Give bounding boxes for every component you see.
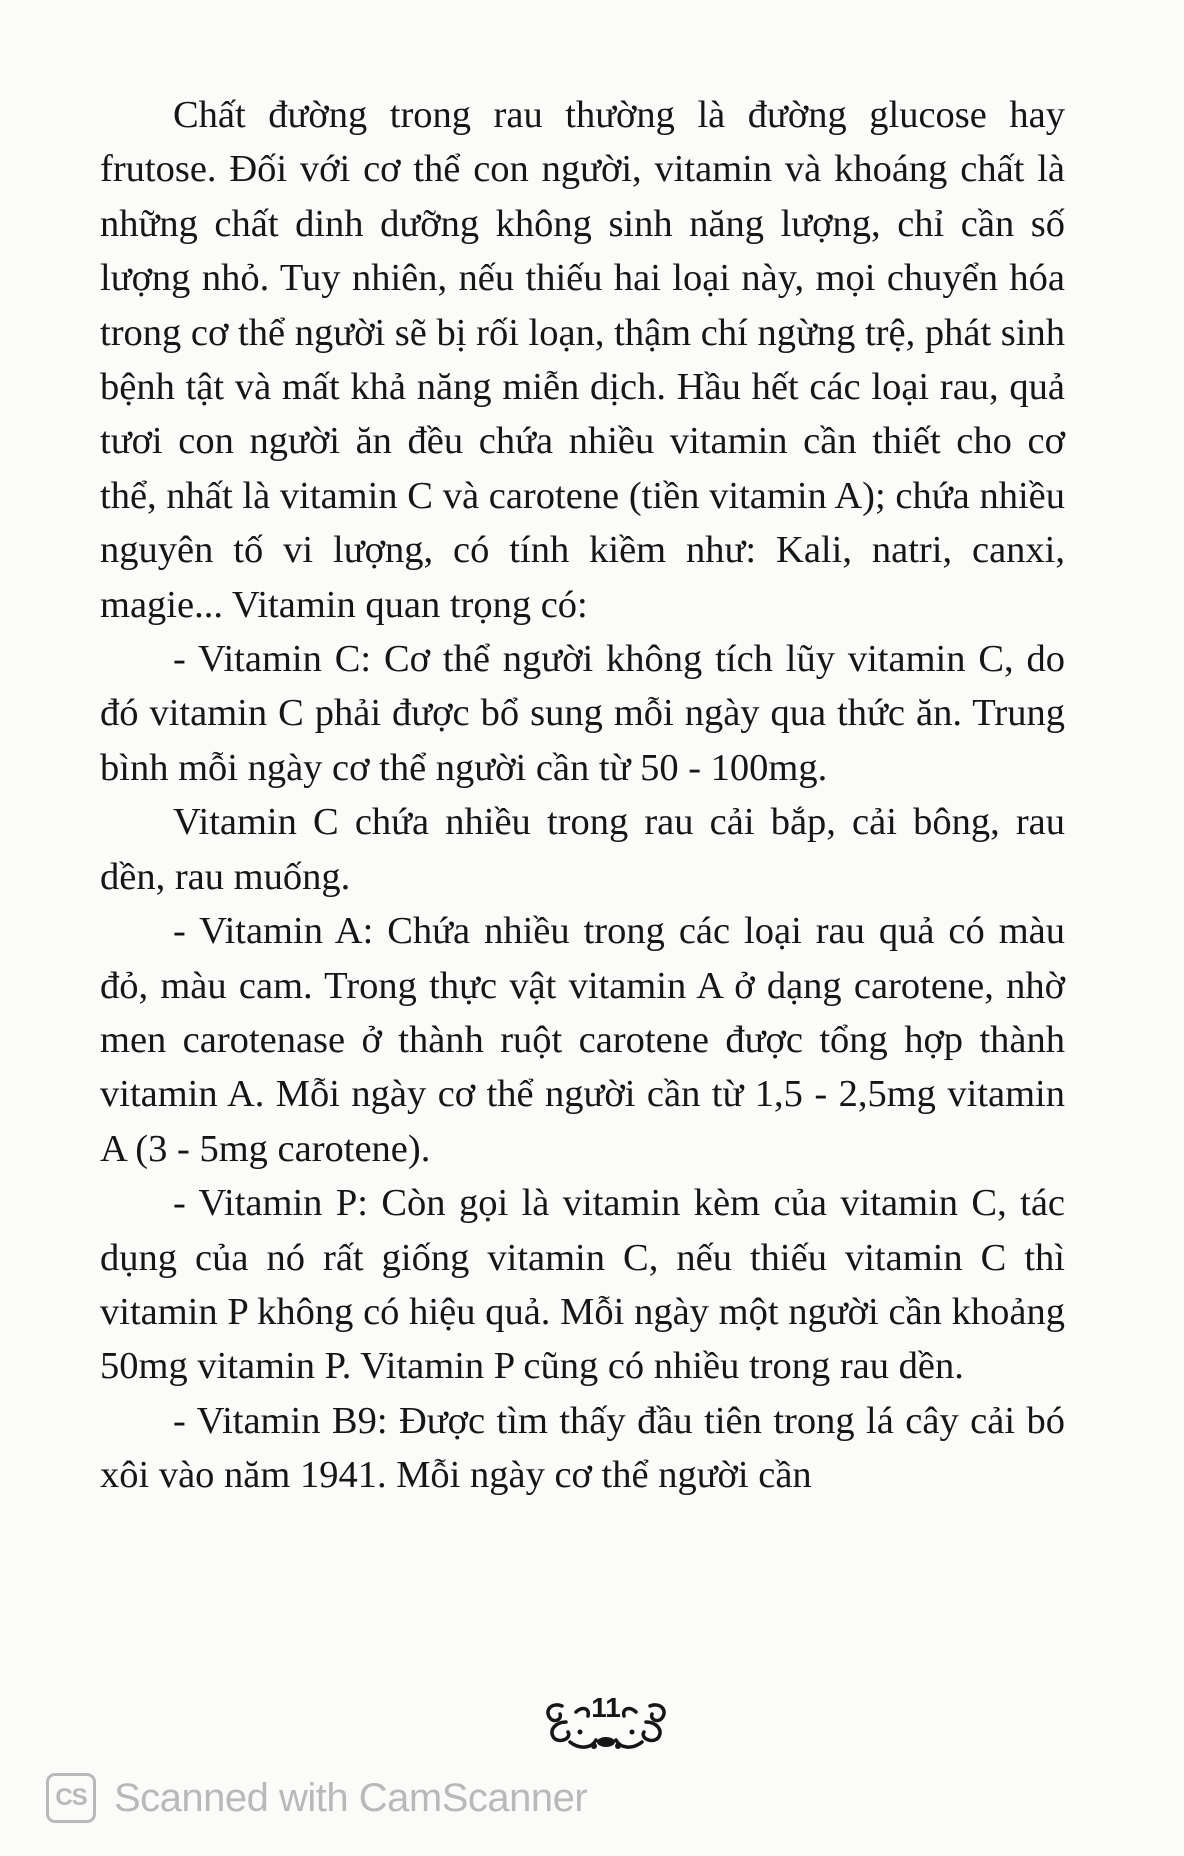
- watermark-text: Scanned with CamScanner: [114, 1775, 588, 1820]
- paragraph-vitamin-c-sources: Vitamin C chứa nhiều trong rau cải bắp, cải bông, rau dền, rau muống.: [100, 801, 1065, 898]
- page-number: 11: [591, 1692, 621, 1723]
- camscanner-logo-icon: CS: [46, 1773, 96, 1823]
- paragraph-vitamin-b9: - Vitamin B9: Được tìm thấy đầu tiên trong lá cây cải bó xôi vào năm 1941. Mỗi ngày cơ thể người cần: [100, 1399, 1065, 1497]
- camscanner-watermark: [46, 1766, 587, 1830]
- page-number-ornament: [536, 1692, 676, 1754]
- paragraph-vitamin-a: - Vitamin A: Chứa nhiều trong các loại rau quả có màu đỏ, màu cam. Trong thực vật vitamin A ở dạng carotene, nhờ men carotenase ở thành ruột carotene được tổng hợp thành vitamin A. Mỗi ngày cơ thể người cần từ 1,5 - 2,5mg vitamin A (3 - 5mg carotene).: [100, 910, 1065, 1170]
- paragraph-vitamin-p: - Vitamin P: Còn gọi là vitamin kèm của vitamin C, tác dụng của nó rất giống vitamin C, nếu thiếu vitamin C thì vitamin P không có hiệu quả. Mỗi ngày một người cần khoảng 50mg vitamin P. Vitamin P cũng có nhiều trong rau dền.: [100, 1182, 1065, 1388]
- paragraph-intro: Chất đường trong rau thường là đường glucose hay frutose. Đối với cơ thể con người, vitamin và khoáng chất là những chất dinh dưỡng không sinh năng lượng, chỉ cần số lượng nhỏ. Tuy nhiên, nếu thiếu hai loại này, mọi chuyển hóa trong cơ thể người sẽ bị rối loạn, thậm chí ngừng trệ, phát sinh bệnh tật và mất khả năng miễn dịch. Hầu hết các loại rau, quả tươi con người ăn đều chứa nhiều vitamin cần thiết cho cơ thể, nhất là vitamin C và carotene (tiền vitamin A); chứa nhiều nguyên tố vi lượng, có tính kiềm như: Kali, natri, canxi, magie... Vitamin quan trọng có:: [100, 94, 1065, 626]
- body-text: [100, 88, 1065, 1503]
- paragraph-vitamin-c: - Vitamin C: Cơ thể người không tích lũy vitamin C, do đó vitamin C phải được bổ sung mỗi ngày qua thức ăn. Trung bình mỗi ngày cơ thể người cần từ 50 - 100mg.: [100, 638, 1065, 789]
